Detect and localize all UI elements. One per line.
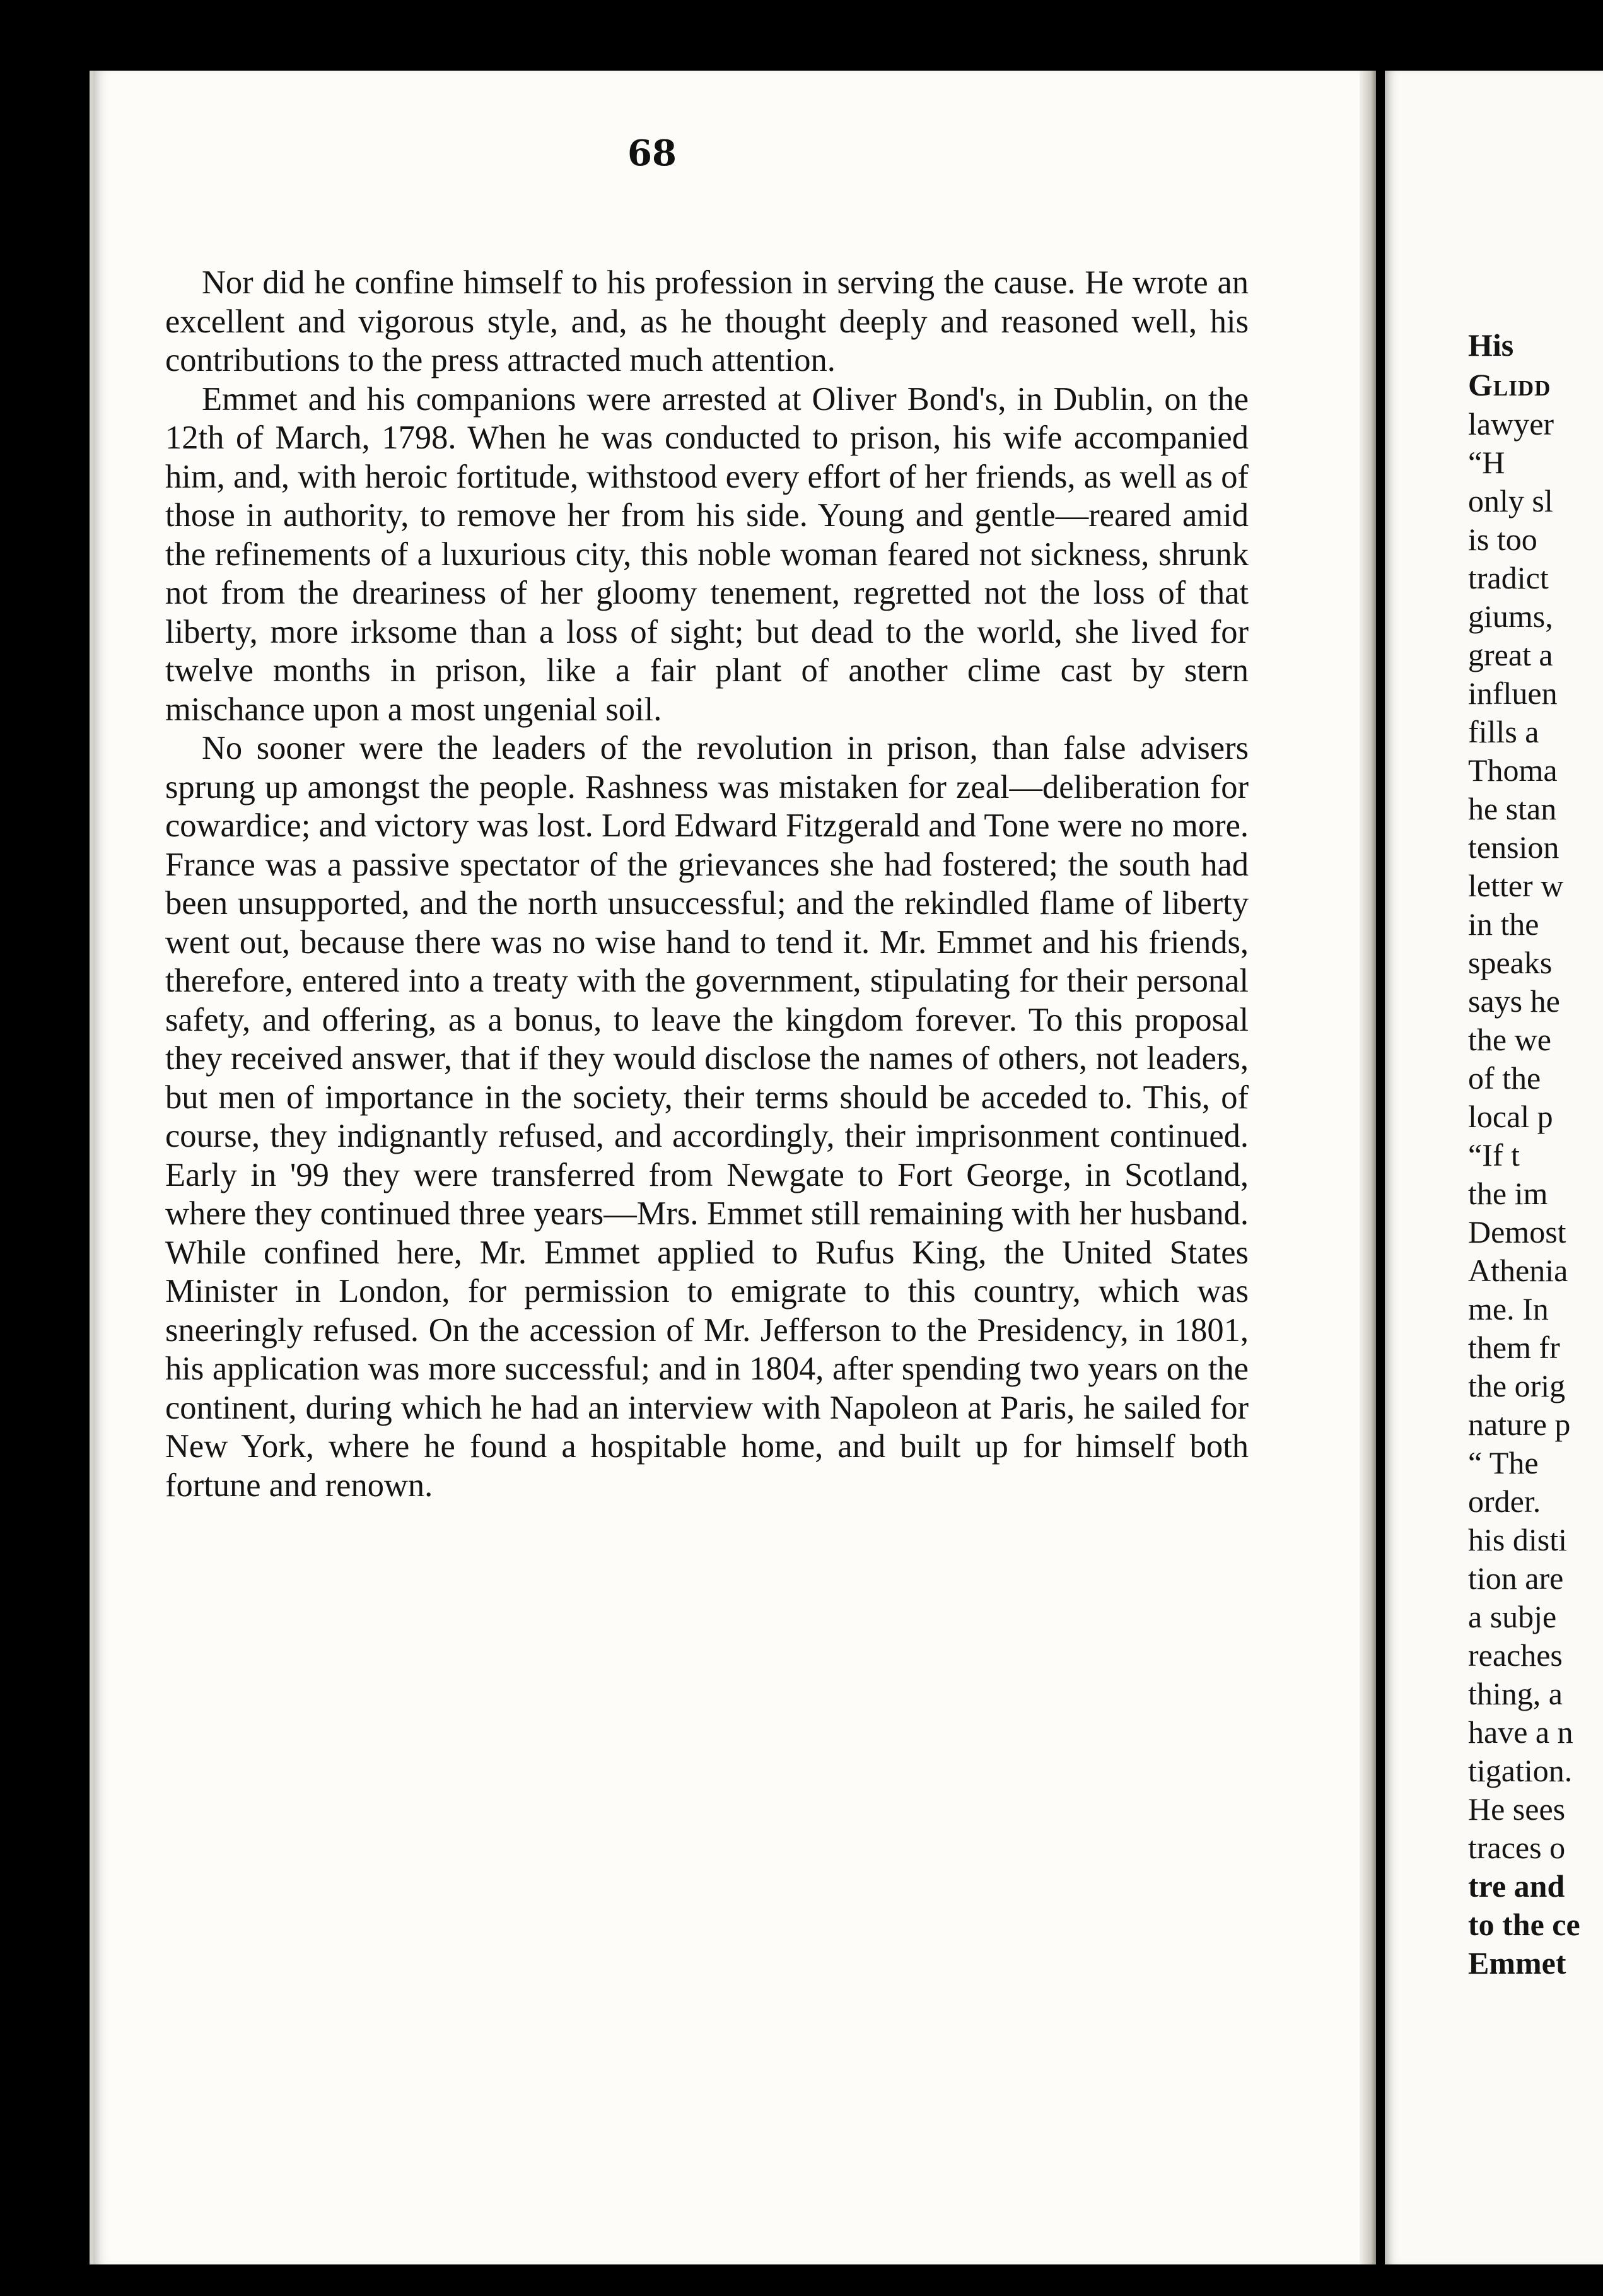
right-page-line: speaks: [1468, 945, 1553, 980]
right-page-line: Glidd: [1468, 367, 1551, 402]
paragraph: Nor did he confine himself to his profession in serving the cause. He wrote an excellent and vigorous style, and, as he thought deeply and reasoned well, his contributions to the press attracted much attention.: [165, 264, 1249, 378]
right-page-line: only sl: [1468, 483, 1553, 518]
right-page-line: thing, a: [1468, 1676, 1563, 1711]
right-page-line: lawyer: [1468, 406, 1554, 442]
page-body-text: [165, 264, 1249, 1505]
right-page-line: “ The: [1468, 1445, 1539, 1480]
right-page-cropped: [1385, 71, 1603, 2264]
right-page-line: Thoma: [1468, 753, 1558, 788]
right-page-line: he stan: [1468, 791, 1557, 826]
right-page-line: traces o: [1468, 1830, 1566, 1865]
right-page-line: to the ce: [1468, 1907, 1580, 1942]
right-page-line: a subje: [1468, 1599, 1557, 1634]
right-page-line: me. In: [1468, 1291, 1549, 1327]
right-page-line: Emmet: [1468, 1945, 1566, 1981]
right-page-line: Demost: [1468, 1214, 1566, 1250]
right-page-line: Athenia: [1468, 1253, 1568, 1288]
right-page-line: the we: [1468, 1022, 1551, 1057]
page-gutter-shadow: [1360, 71, 1376, 2264]
right-page-line: nature p: [1468, 1407, 1571, 1442]
right-page-line: great a: [1468, 637, 1553, 672]
right-page-line: “H: [1468, 445, 1505, 480]
right-page-line: fills a: [1468, 714, 1539, 749]
right-page-line: in the: [1468, 906, 1539, 942]
right-page-line: He sees: [1468, 1791, 1566, 1827]
right-page-line: his disti: [1468, 1522, 1567, 1557]
right-page-line: is too: [1468, 522, 1537, 557]
right-page-line: tigation.: [1468, 1753, 1573, 1788]
right-page-line: the orig: [1468, 1368, 1566, 1403]
right-page-line: have a n: [1468, 1714, 1573, 1750]
right-page-line: order.: [1468, 1484, 1541, 1519]
right-page-line: tradict: [1468, 560, 1549, 595]
right-page-line: them fr: [1468, 1330, 1560, 1365]
right-page-line: His: [1468, 327, 1514, 363]
right-page-line: of the: [1468, 1060, 1541, 1096]
right-page-line: tion are: [1468, 1561, 1564, 1596]
right-page-line: tre and: [1468, 1868, 1565, 1904]
paragraph: Emmet and his companions were arrested at Oliver Bond's, in Dublin, on the 12th of March, 1798. When he was conducted to prison, his wife accompanied him, and, with heroic fortitude, withstood every effort of her friends, as well as of those in authority, to remove her from his side. Young and gentle—reared amid the refinements of a luxurious city, this noble woman feared not sickness, shrunk not from the dreariness of her gloomy tenement, regretted not the loss of that liberty, more irksome than a loss of sight; but dead to the world, she lived for twelve months in prison, like a fair plant of another clime cast by stern mischance upon a most ungenial soil.: [165, 380, 1249, 728]
page-number: 68: [627, 132, 677, 174]
right-page-line: reaches: [1468, 1637, 1563, 1673]
right-page-line: tension: [1468, 829, 1559, 865]
right-page-line: “If t: [1468, 1137, 1520, 1173]
right-page-line: the im: [1468, 1176, 1548, 1211]
right-page-line: says he: [1468, 983, 1560, 1019]
right-page-line: giums,: [1468, 599, 1553, 634]
right-page-line: local p: [1468, 1099, 1553, 1134]
right-page-line: influen: [1468, 676, 1558, 711]
paragraph: No sooner were the leaders of the revolution in prison, than false advisers sprung up amongst the people. Rashness was mistaken for zeal—deliberation for cowardice; and victory was lost. Lord Edward Fitzgerald and Tone were no more. France was a passive spectator of the grievances she had fostered; the south had been unsupported, and the north unsuccessful; and the rekindled flame of liberty went out, because there was no wise hand to tend it. Mr. Emmet and his friends, therefore, entered into a treaty with the government, stipulating for their personal safety, and offering, as a bonus, to leave the kingdom forever. To this proposal they received answer, that if they would disclose the names of others, not leaders, but men of importance in the society, their terms should be acceded to. This, of course, they indignantly refused, and accordingly, their imprisonment continued. Early in '99 they were transferred from Newgate to Fort George, in Scotland, where they continued three years—Mrs. Emmet still remaining with her husband. While confined here, Mr. Emmet applied to Rufus King, the United States Minister in London, for permission to emigrate to this country, which was sneeringly refused. On the accession of Mr. Jefferson to the Presidency, in 1801, his application was more successful; and in 1804, after spending two years on the continent, during which he had an interview with Napoleon at Paris, he sailed for New York, where he found a hospitable home, and built up for himself both fortune and renown.: [165, 730, 1249, 1504]
right-page-line: letter w: [1468, 868, 1564, 903]
